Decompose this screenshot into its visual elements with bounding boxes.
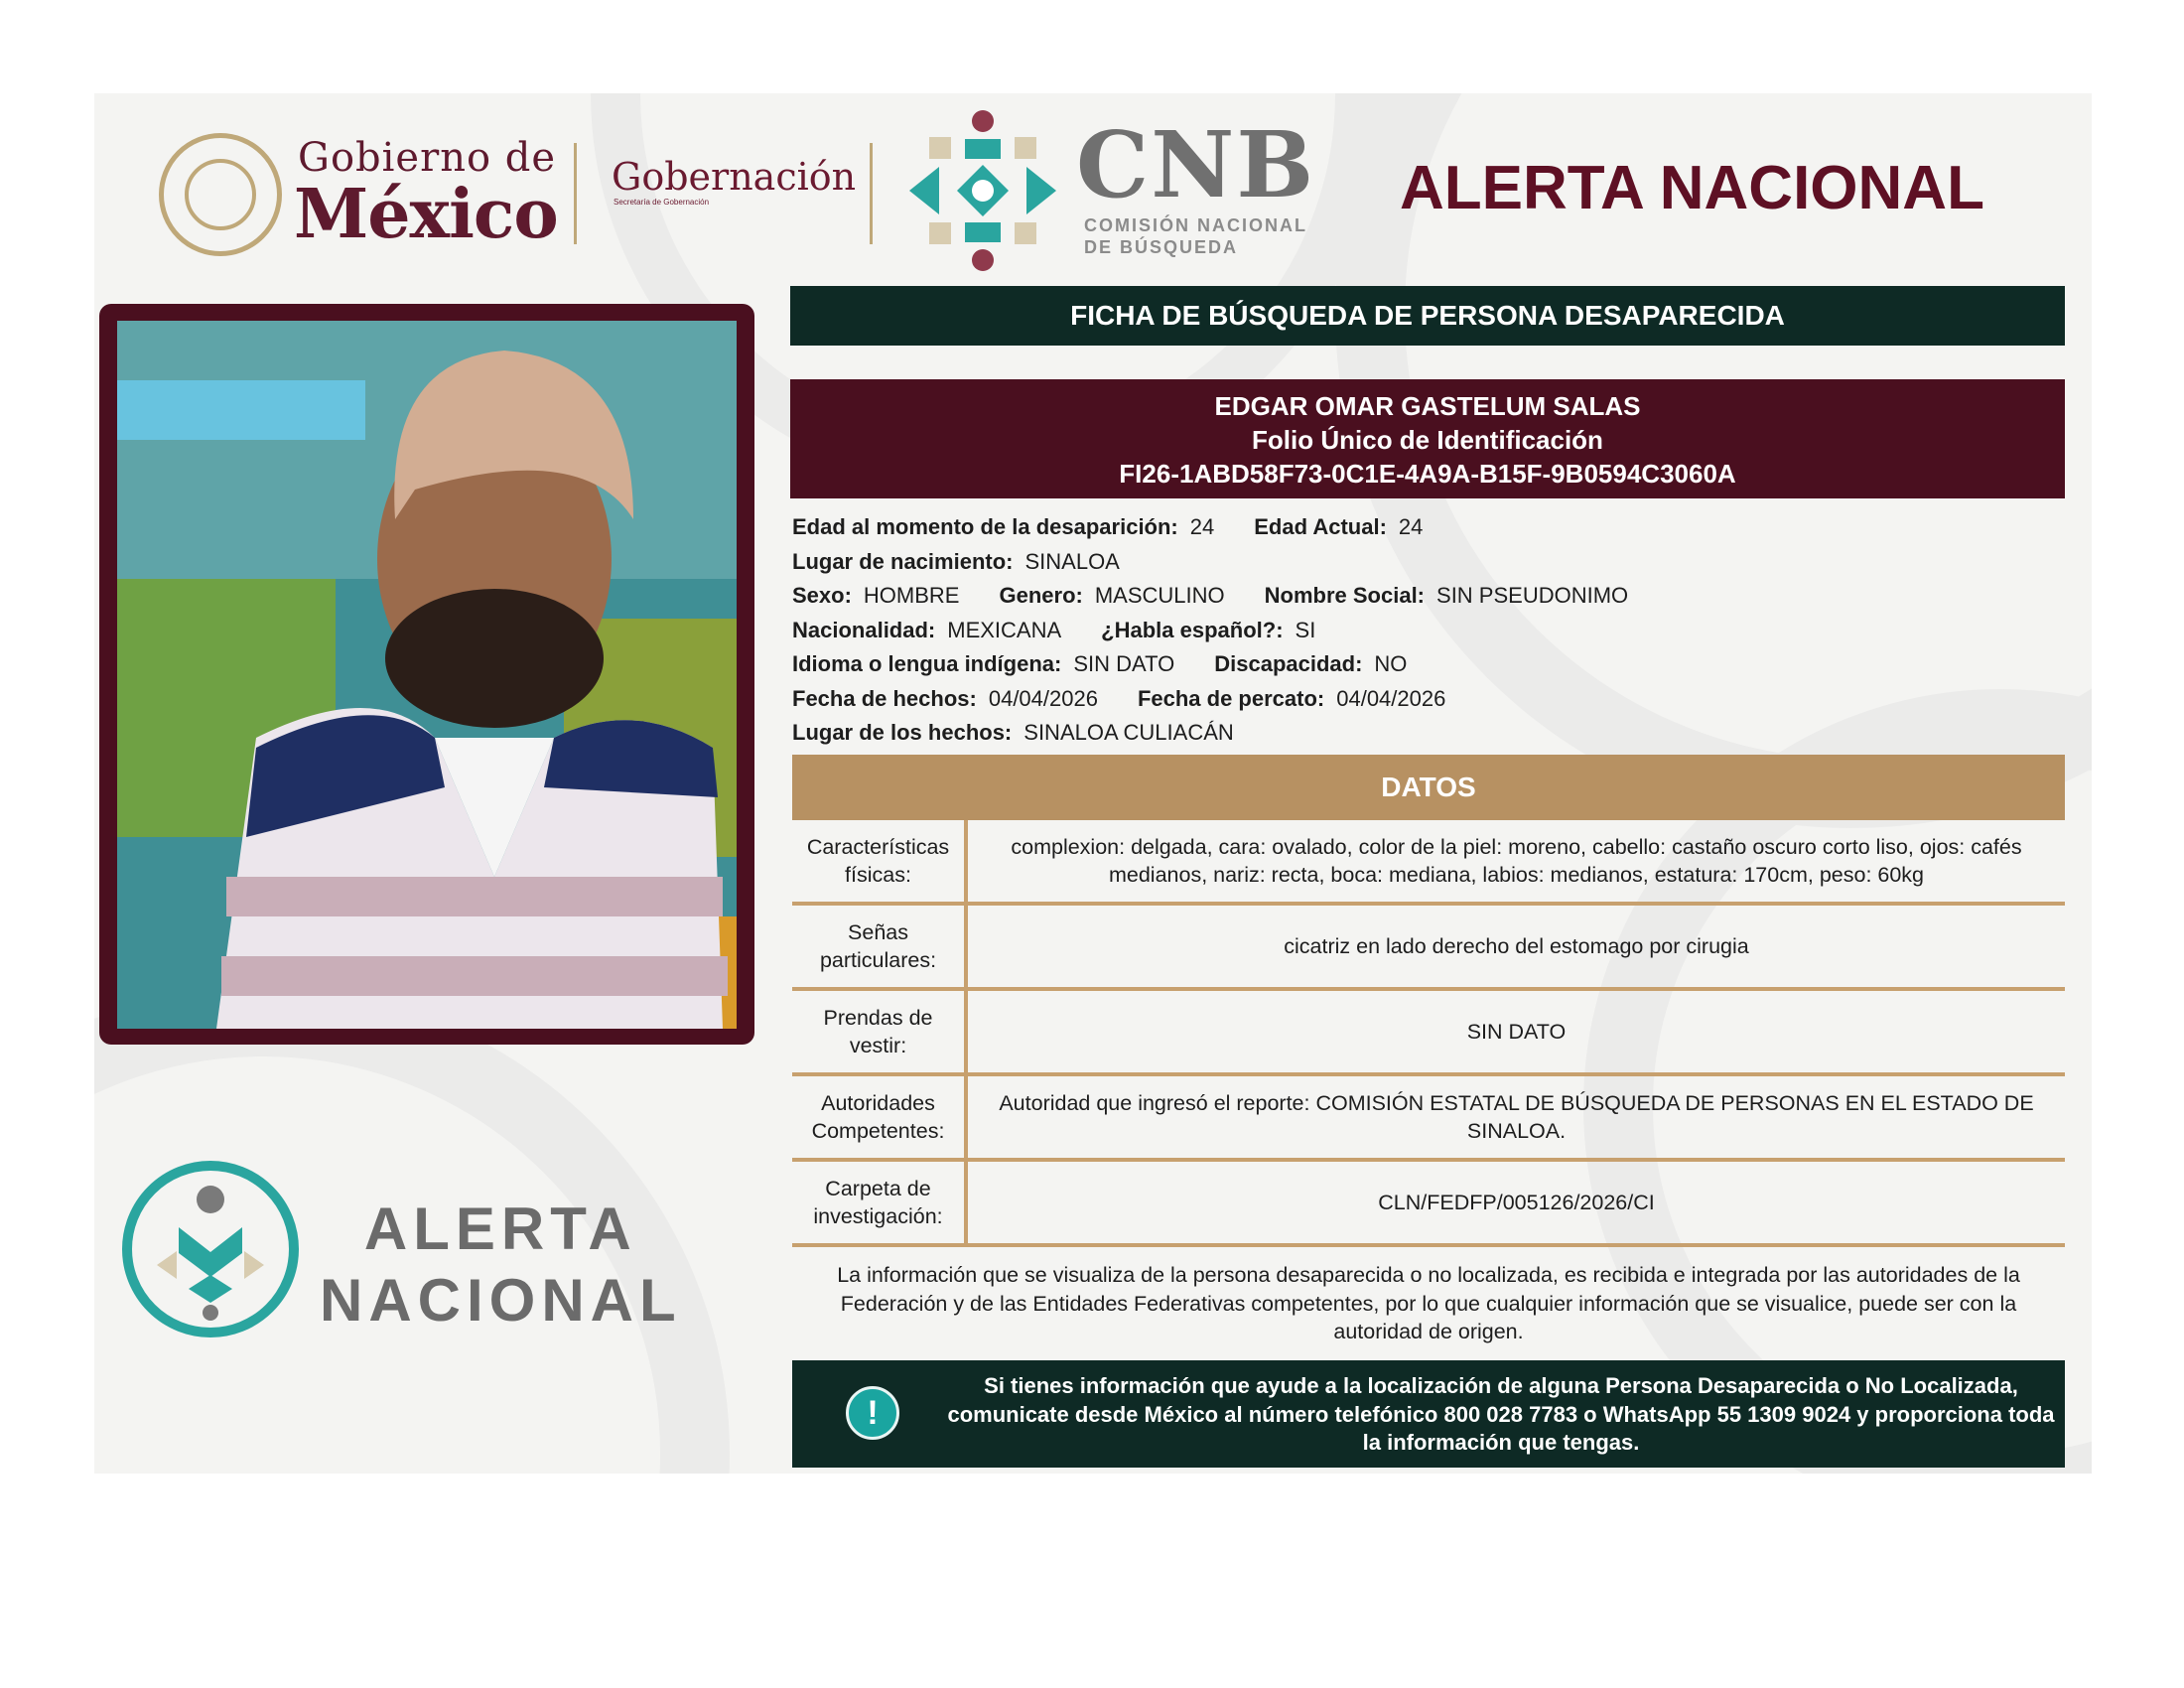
fact-label: Lugar de los hechos: xyxy=(792,720,1013,745)
table-row xyxy=(792,820,2065,904)
fact-value: MASCULINO xyxy=(1094,583,1225,608)
ficha-title-bar: FICHA DE BÚSQUEDA DE PERSONA DESAPARECIDA xyxy=(790,286,2065,346)
folio-value: FI26-1ABD58F73-0C1E-4A9A-B15F-9B0594C3060A xyxy=(1119,459,1736,489)
alerta-nacional-logo-icon xyxy=(119,1158,302,1340)
gobernacion-logo: Gobernación xyxy=(612,155,857,199)
datos-value: Autoridad que ingresó el reporte: COMISIÓN ESTATAL DE BÚSQUEDA DE PERSONAS EN EL ESTADO DE SINALOA. xyxy=(966,1074,2065,1160)
alerta-nacional-logo-text xyxy=(320,1194,682,1336)
fact-label: Sexo: xyxy=(792,583,852,608)
fact-value: MEXICANA xyxy=(947,617,1062,642)
facts-row xyxy=(792,716,1668,751)
fact-label: ¿Habla español?: xyxy=(1101,617,1284,642)
cnb-subtitle xyxy=(1084,214,1307,258)
fact-value: SINALOA CULIACÁN xyxy=(1024,720,1234,745)
contact-info-text: Si tienes información que ayude a la localización de alguna Persona Desaparecida o No Localizada, comunicate desde México al número telefónico 800 028 7783 o WhatsApp 55 1309 9024 y proporciona toda la información que tengas. xyxy=(947,1373,2055,1455)
gobierno-logo-line2: México xyxy=(294,175,558,254)
mexico-seal-logo xyxy=(159,133,282,256)
fact-label: Genero: xyxy=(999,583,1083,608)
fact-label: Discapacidad: xyxy=(1214,651,1363,676)
cnb-logo-text: CNB xyxy=(1076,111,1316,218)
alerta-logo-line1: ALERTA xyxy=(363,1196,637,1262)
fact-label: Lugar de nacimiento: xyxy=(792,548,1014,574)
fact-label: Idioma o lengua indígena: xyxy=(792,651,1062,676)
exclamation-icon: ! xyxy=(846,1386,899,1440)
cnb-subtitle-line2: DE BÚSQUEDA xyxy=(1084,237,1239,257)
facts-row xyxy=(792,682,1668,717)
table-row xyxy=(792,989,2065,1074)
gobierno-logo-line1: Gobierno de xyxy=(298,135,557,181)
facts-row xyxy=(792,545,1668,580)
datos-value: SIN DATO xyxy=(966,989,2065,1074)
datos-value: cicatriz en lado derecho del estomago por cirugia xyxy=(966,904,2065,989)
divider xyxy=(870,143,873,244)
datos-key: Autoridades Competentes: xyxy=(792,1074,966,1160)
datos-key: Características físicas: xyxy=(792,820,966,904)
gobernacion-subtitle: Secretaría de Gobernación xyxy=(614,198,710,207)
facts-row xyxy=(792,510,1668,545)
person-facts xyxy=(792,510,1668,751)
person-name: EDGAR OMAR GASTELUM SALAS xyxy=(1214,391,1641,421)
fact-label: Edad Actual: xyxy=(1254,514,1387,539)
fact-value: 24 xyxy=(1398,514,1424,539)
datos-value: complexion: delgada, cara: ovalado, color de la piel: moreno, cabello: castaño oscuro corto liso, ojos: cafés medianos, nariz: recta, boca: mediana, labios: medianos, estatura: 170cm, peso: 60kg xyxy=(966,820,2065,904)
fact-value: SI xyxy=(1295,617,1316,642)
fact-label: Nacionalidad: xyxy=(792,617,936,642)
cnb-logo-icon xyxy=(899,107,1066,274)
datos-key: Carpeta de investigación: xyxy=(792,1160,966,1245)
table-row xyxy=(792,1160,2065,1245)
cnb-subtitle-line1: COMISIÓN NACIONAL xyxy=(1084,215,1307,235)
datos-table xyxy=(792,820,2065,1247)
fact-label: Nombre Social: xyxy=(1264,583,1426,608)
fact-label: Edad al momento de la desaparición: xyxy=(792,514,1178,539)
fact-value: HOMBRE xyxy=(863,583,960,608)
divider xyxy=(574,143,577,244)
fact-label: Fecha de hechos: xyxy=(792,685,977,711)
fact-value: SIN DATO xyxy=(1073,651,1175,676)
contact-info-bar xyxy=(792,1360,2065,1468)
table-row xyxy=(792,1074,2065,1160)
fact-value: 04/04/2026 xyxy=(988,685,1098,711)
missing-person-photo xyxy=(117,321,737,1029)
fact-value: NO xyxy=(1374,651,1408,676)
disclaimer-text: La información que se visualiza de la persona desaparecida o no localizada, es recibida e integrada por las autoridades de la Federación y de las Entidades Federativas competentes, por lo que cualquier información que se visualice, puede ser con la autoridad de origen. xyxy=(837,1263,2020,1343)
facts-row xyxy=(792,579,1668,614)
facts-row xyxy=(792,647,1668,682)
table-row xyxy=(792,904,2065,989)
fact-label: Fecha de percato: xyxy=(1137,685,1325,711)
person-name-box xyxy=(790,379,2065,498)
datos-header: DATOS xyxy=(792,755,2065,820)
fact-value: SINALOA xyxy=(1024,548,1120,574)
datos-value: CLN/FEDFP/005126/2026/CI xyxy=(966,1160,2065,1245)
facts-row xyxy=(792,614,1668,648)
alerta-logo-line2: NACIONAL xyxy=(320,1267,682,1334)
datos-key: Señas particulares: xyxy=(792,904,966,989)
alerta-nacional-title: ALERTA NACIONAL xyxy=(1400,154,1984,222)
folio-label: Folio Único de Identificación xyxy=(1252,425,1603,455)
fact-value: 24 xyxy=(1189,514,1215,539)
fact-value: 04/04/2026 xyxy=(1336,685,1446,711)
datos-key: Prendas de vestir: xyxy=(792,989,966,1074)
fact-value: SIN PSEUDONIMO xyxy=(1436,583,1629,608)
